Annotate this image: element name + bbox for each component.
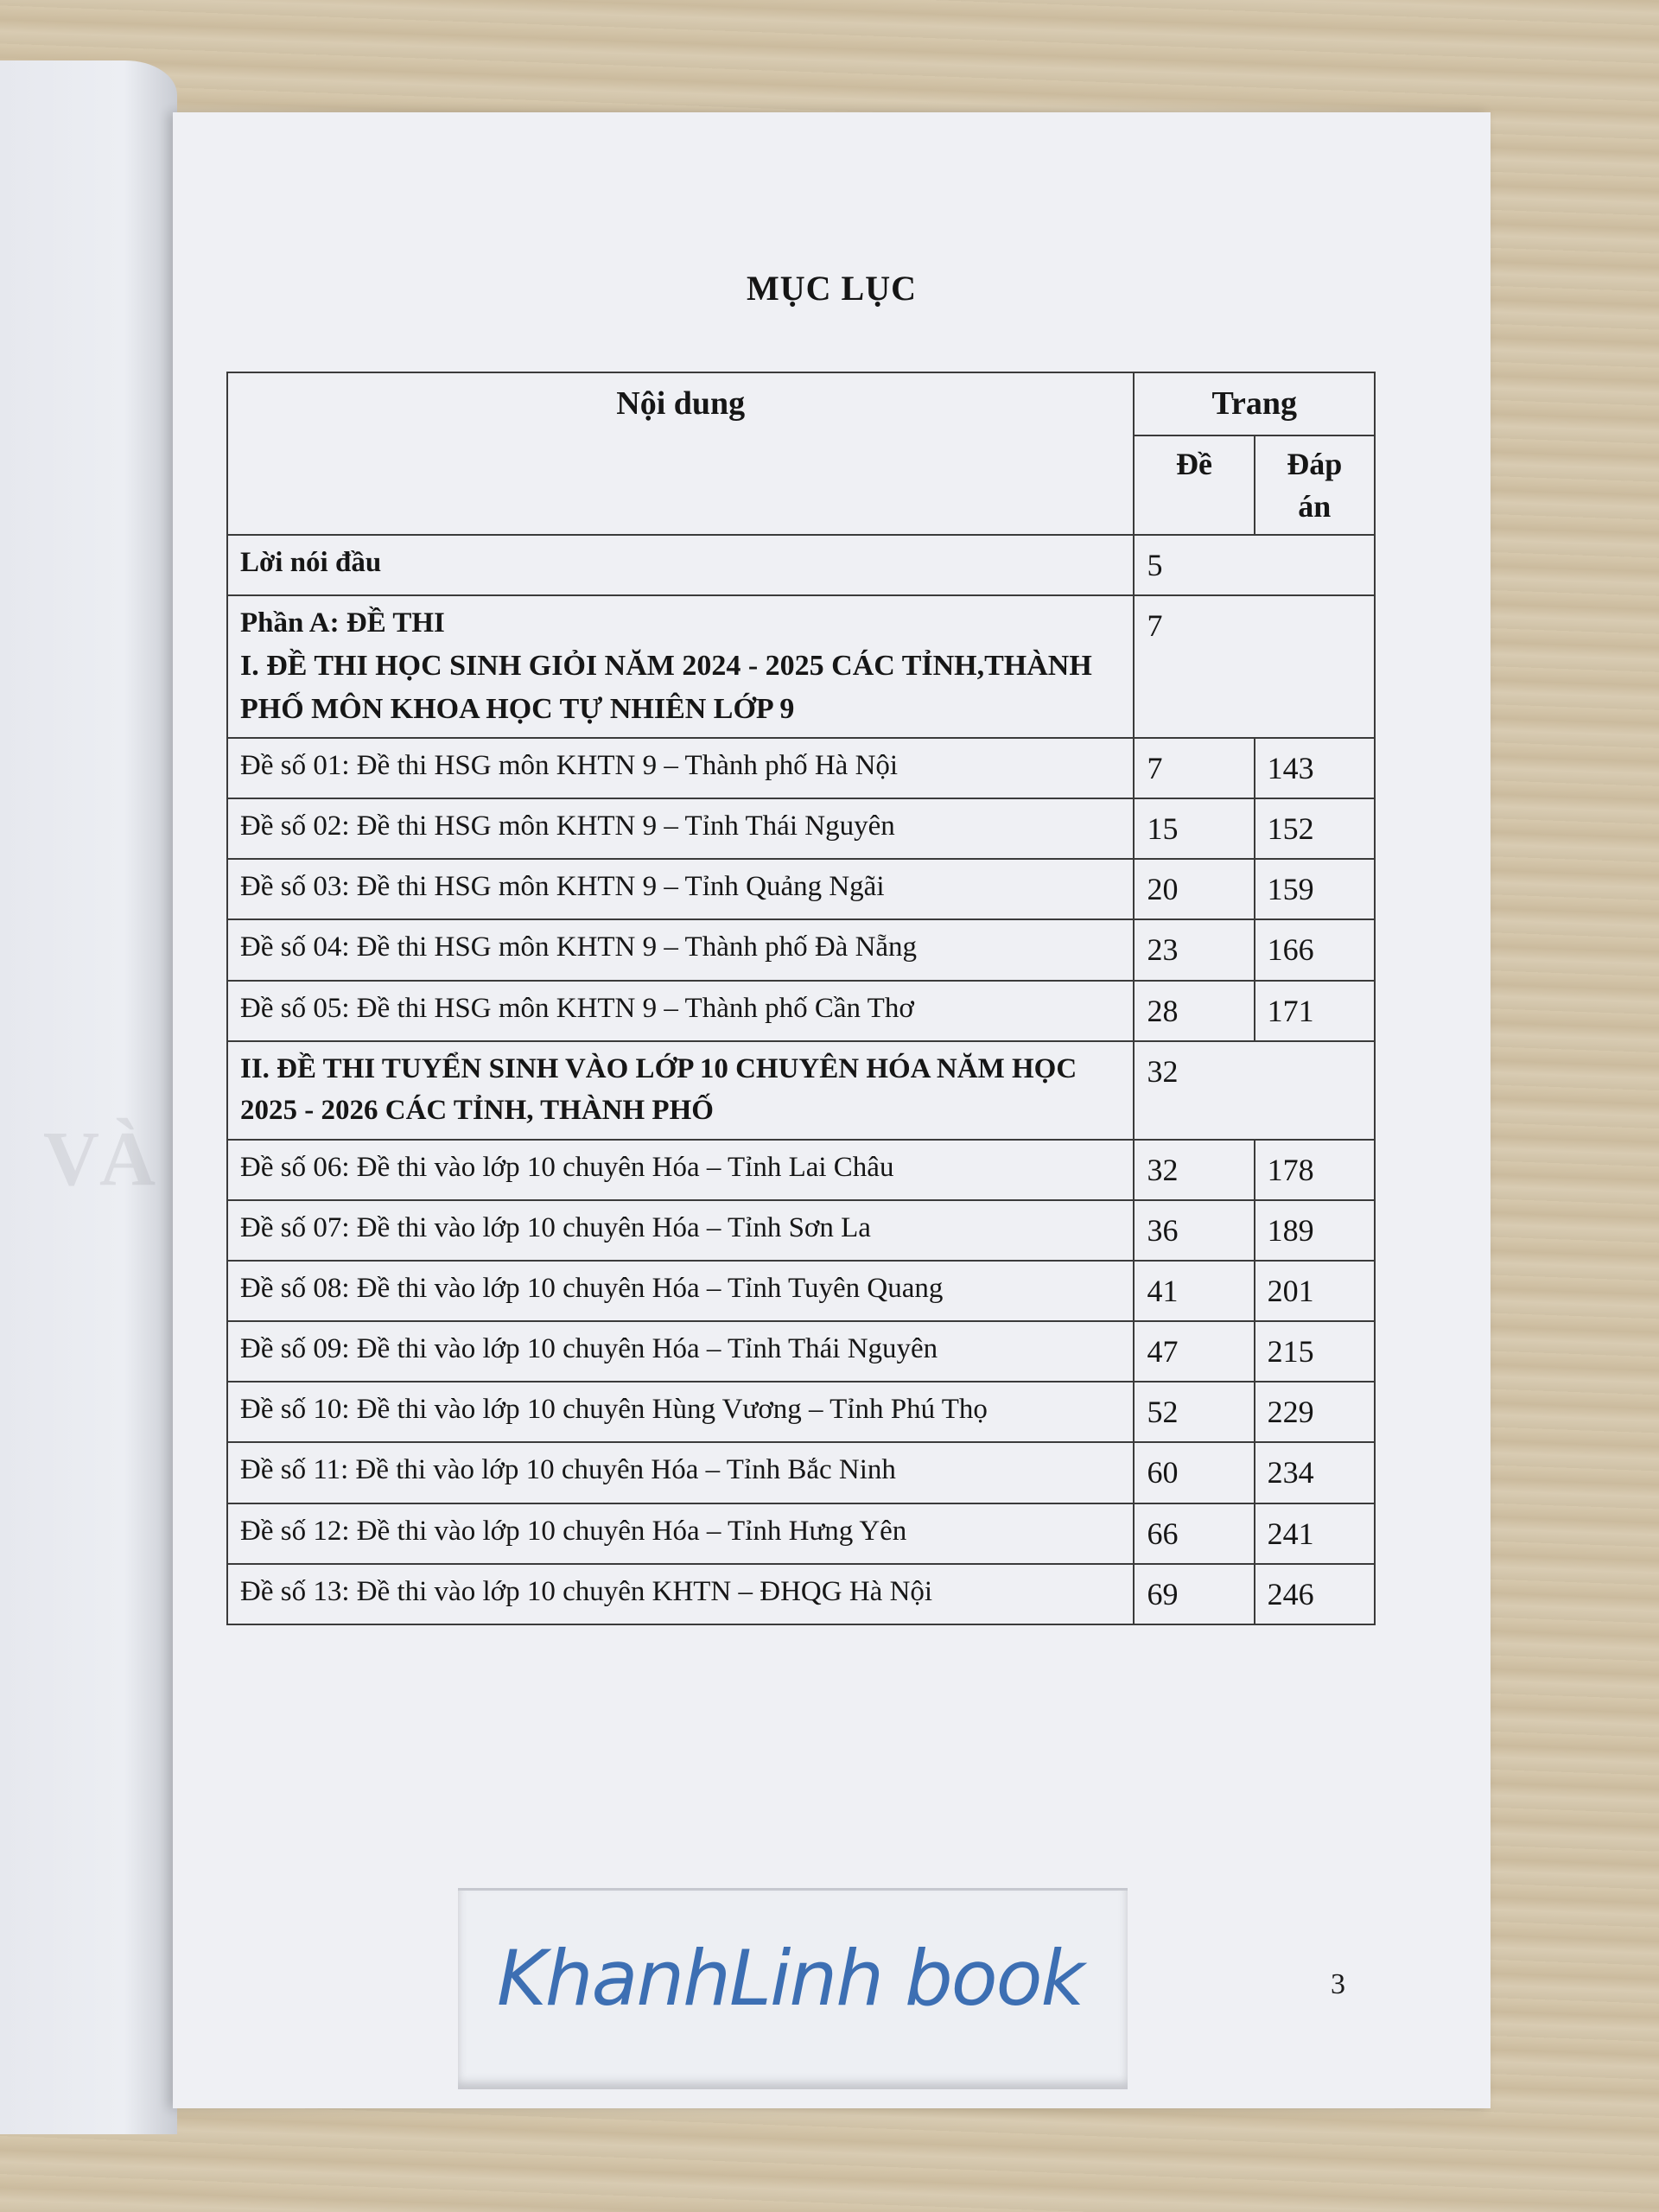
- entry-label: Đề số 07: Đề thi vào lớp 10 chuyên Hóa – Tỉnh Sơn La: [227, 1200, 1134, 1261]
- toc-header-row: [227, 372, 1375, 435]
- entry-exam-page: 23: [1134, 919, 1254, 980]
- entry-answer-page: 215: [1255, 1321, 1375, 1382]
- toc-row-part-a: [227, 595, 1375, 737]
- section1-label: I. ĐỀ THI HỌC SINH GIỎI NĂM 2024 - 2025 CÁC TỈNH,THÀNH PHỐ MÔN KHOA HỌC TỰ NHIÊN LỚP 9: [240, 650, 1092, 725]
- entry-answer-page: 189: [1255, 1200, 1375, 1261]
- header-exam: Đề: [1134, 435, 1254, 535]
- part-a-label: Phần A: ĐỀ THI: [240, 607, 445, 639]
- book-page: [173, 112, 1491, 2108]
- toc-row: [227, 738, 1375, 798]
- toc-row: [227, 1140, 1375, 1200]
- toc-row: [227, 1564, 1375, 1624]
- entry-label: Đề số 13: Đề thi vào lớp 10 chuyên KHTN – ĐHQG Hà Nội: [227, 1564, 1134, 1624]
- preface-page: 5: [1134, 535, 1375, 595]
- entry-exam-page: 60: [1134, 1442, 1254, 1503]
- entry-label: Đề số 10: Đề thi vào lớp 10 chuyên Hùng Vương – Tỉnh Phú Thọ: [227, 1382, 1134, 1442]
- entry-exam-page: 32: [1134, 1140, 1254, 1200]
- entry-label: Đề số 01: Đề thi HSG môn KHTN 9 – Thành phố Hà Nội: [227, 738, 1134, 798]
- toc-row: [227, 1261, 1375, 1321]
- header-content: Nội dung: [227, 372, 1134, 535]
- entry-exam-page: 7: [1134, 738, 1254, 798]
- preface-label: Lời nói đầu: [227, 535, 1134, 595]
- entry-answer-page: 234: [1255, 1442, 1375, 1503]
- toc-row: [227, 1442, 1375, 1503]
- bleed-through-text: VÀ: [43, 1116, 156, 1202]
- entry-exam-page: 66: [1134, 1503, 1254, 1564]
- entry-label: Đề số 03: Đề thi HSG môn KHTN 9 – Tỉnh Quảng Ngãi: [227, 859, 1134, 919]
- entry-exam-page: 41: [1134, 1261, 1254, 1321]
- part-a-cell: [227, 595, 1134, 737]
- entry-label: Đề số 02: Đề thi HSG môn KHTN 9 – Tỉnh Thái Nguyên: [227, 798, 1134, 859]
- toc-row: [227, 1200, 1375, 1261]
- sticker-handwriting: KhanhLinh book: [497, 1934, 1084, 2023]
- entry-label: Đề số 04: Đề thi HSG môn KHTN 9 – Thành phố Đà Nẵng: [227, 919, 1134, 980]
- toc-row: [227, 981, 1375, 1041]
- entry-exam-page: 36: [1134, 1200, 1254, 1261]
- entry-answer-page: 171: [1255, 981, 1375, 1041]
- section2-label: II. ĐỀ THI TUYỂN SINH VÀO LỚP 10 CHUYÊN HÓA NĂM HỌC 2025 - 2026 CÁC TỈNH, THÀNH PHỐ: [227, 1041, 1134, 1140]
- page-title: MỤC LỤC: [747, 269, 917, 308]
- part-a-page: 7: [1134, 595, 1375, 737]
- entry-answer-page: 241: [1255, 1503, 1375, 1564]
- left-page: [0, 60, 177, 2134]
- toc-table: [226, 372, 1376, 1625]
- entry-answer-page: 152: [1255, 798, 1375, 859]
- entry-label: Đề số 11: Đề thi vào lớp 10 chuyên Hóa – Tỉnh Bắc Ninh: [227, 1442, 1134, 1503]
- entry-label: Đề số 05: Đề thi HSG môn KHTN 9 – Thành phố Cần Thơ: [227, 981, 1134, 1041]
- section2-page: 32: [1134, 1041, 1375, 1140]
- entry-label: Đề số 06: Đề thi vào lớp 10 chuyên Hóa – Tỉnh Lai Châu: [227, 1140, 1134, 1200]
- toc-row-preface: [227, 535, 1375, 595]
- shop-sticker: [458, 1888, 1128, 2089]
- header-page: Trang: [1134, 372, 1375, 435]
- page-number: 3: [1331, 1968, 1345, 2000]
- toc-row: [227, 798, 1375, 859]
- entry-exam-page: 15: [1134, 798, 1254, 859]
- toc-row: [227, 1321, 1375, 1382]
- header-answer: Đáp án: [1255, 435, 1375, 535]
- toc-row: [227, 859, 1375, 919]
- entry-exam-page: 69: [1134, 1564, 1254, 1624]
- entry-exam-page: 20: [1134, 859, 1254, 919]
- entry-exam-page: 47: [1134, 1321, 1254, 1382]
- toc-row: [227, 1382, 1375, 1442]
- entry-exam-page: 28: [1134, 981, 1254, 1041]
- entry-answer-page: 178: [1255, 1140, 1375, 1200]
- entry-answer-page: 159: [1255, 859, 1375, 919]
- toc-row-section2: [227, 1041, 1375, 1140]
- toc-row: [227, 919, 1375, 980]
- entry-answer-page: 201: [1255, 1261, 1375, 1321]
- entry-answer-page: 143: [1255, 738, 1375, 798]
- entry-answer-page: 229: [1255, 1382, 1375, 1442]
- entry-answer-page: 246: [1255, 1564, 1375, 1624]
- entry-answer-page: 166: [1255, 919, 1375, 980]
- toc-row: [227, 1503, 1375, 1564]
- entry-label: Đề số 12: Đề thi vào lớp 10 chuyên Hóa – Tỉnh Hưng Yên: [227, 1503, 1134, 1564]
- entry-label: Đề số 08: Đề thi vào lớp 10 chuyên Hóa – Tỉnh Tuyên Quang: [227, 1261, 1134, 1321]
- entry-label: Đề số 09: Đề thi vào lớp 10 chuyên Hóa – Tỉnh Thái Nguyên: [227, 1321, 1134, 1382]
- entry-exam-page: 52: [1134, 1382, 1254, 1442]
